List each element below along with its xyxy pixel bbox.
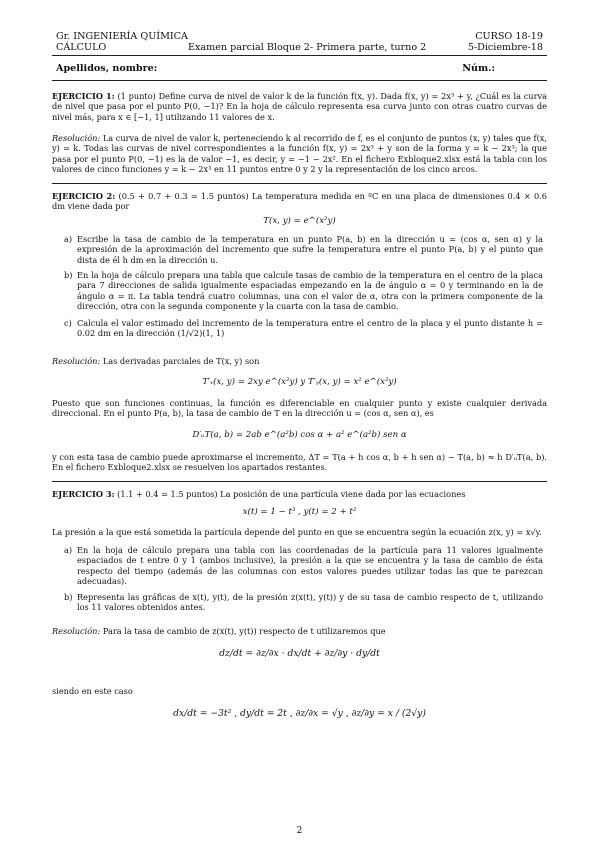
exercise-2-resolution-intro: [52, 356, 547, 366]
item-text: En la hoja de cálculo prepara una tabla con las coordenadas de la partícula para 11 valores igualmente espaciados de t entre 0 y 1 (ambos inclusive), la presión a la que se encuentra y la tasa de cambio de ésta respecto del tiempo (además de las columnas con estos valores puedes utilizar todas las que te parezcan adecuadas).: [77, 545, 543, 587]
exercise-1-statement: [52, 91, 547, 122]
exercise-1-resolution-text: La curva de nivel de valor k, perteneciendo k al recorrido de f, es el conjunto de puntos (x, y) tales que f(x, y) = k. Todas las curvas de nivel correspondientes a la función f(x, y) = 2x³ + y son de la forma y = k − 2x³; la que pasa por el punto P(0, −1) es la de valor −1, es decir, y = −1 − 2x². En el fichero Exbloque2.xlsx está la tabla con los valores de cinco funciones y = k − 2x³ en 11 puntos entre 0 y 2 y la representación de los cinco arcos.: [52, 133, 547, 175]
course-label: CURSO 18-19: [475, 31, 543, 42]
item-marker: b): [64, 592, 73, 602]
exercise-2-item-a: [64, 234, 543, 265]
exercise-2-item-c: [64, 318, 543, 339]
subject-label: CÁLCULO: [56, 42, 107, 53]
item-text: Representa las gráficas de x(t), y(t), de la presión z(x(t), y(t)) y de su tasa de cambio respecto de t, utilizando los 11 valores obtenidos antes.: [77, 592, 543, 613]
item-text: Calcula el valor estimado del incremento de la temperatura entre el centro de la placa y el punto distante h = 0.02 dm en la dirección (1/√2)(1, 1): [77, 318, 543, 339]
exercise-1-title: EJERCICIO 1:: [52, 91, 115, 101]
partial-derivatives-formula: T′ₓ(x, y) = 2xy e^(x²y) y T′ᵧ(x, y) = x² e^(x²y): [202, 377, 397, 387]
directional-derivative-formula: D′ᵤT(a, b) = 2ab e^(a²b) cos α + a² e^(a²b) sen α: [192, 430, 407, 440]
exercise-2-divider: [52, 481, 547, 482]
page-number: 2: [296, 826, 303, 836]
num-label: Núm.:: [462, 63, 495, 74]
position-formula: x(t) = 1 − t³ , y(t) = 2 + t²: [242, 507, 357, 517]
item-text: En la hoja de cálculo prepara una tabla que calcule tasas de cambio de la temperatura en el centro de la placa para 7 direcciones de salida igualmente espaciadas empezando en la de ángulo α = 0 y terminando en la de ángulo α = π. La tabla tendrá cuatro columnas, una con el valor de α, otra con la primera componente de la dirección, otra con la segunda componente y la cuarta con la tasa de cambio.: [77, 270, 543, 312]
resolution-label: Resolución:: [52, 356, 101, 366]
item-marker: c): [64, 318, 72, 328]
exercise-2-item-b: [64, 270, 543, 312]
date-label: 5-Diciembre-18: [467, 42, 543, 53]
exercise-1-text: (1 punto) Define curva de nivel de valor k de la función f(x, y). Dada f(x, y) = 2x³ + y, ¿Cuál es la curva de nivel que pasa por el punto P(0, −1)? En la hoja de cálculo representa esa curva junto con otras cuatro curvas de nivel más, para x ∈ [−1, 1] utilizando 11 valores de x.: [52, 91, 547, 122]
exercise-2-resolution-mid: Puesto que son funciones continuas, la función es diferenciable en cualquier punto y existe cualquier derivada direccional. En el punto P(a, b), la tasa de cambio de T en la dirección u = (cos α, sen α), es: [52, 398, 547, 419]
resolution-label: Resolución:: [52, 133, 101, 143]
exercise-2-text: (0.5 + 0.7 + 0.3 = 1.5 puntos) La temperatura medida en ºC en una placa de dimensiones 0.4 × 0.6 dm viene dada por: [52, 191, 548, 212]
resolution-intro-text: Para la tasa de cambio de z(x(t), y(t)) respecto de t utilizaremos que: [102, 626, 386, 636]
exercise-3-item-b: [64, 592, 543, 613]
exercise-2-title: EJERCICIO 2:: [52, 191, 116, 201]
temperature-formula: T(x, y) = e^(x²y): [263, 216, 336, 226]
name-label: Apellidos, nombre:: [56, 63, 158, 74]
exercise-1-resolution: [52, 133, 547, 175]
exercise-1-divider: [52, 183, 547, 184]
item-text: Escribe la tasa de cambio de la temperatura en un punto P(a, b) en la dirección u = (cos α, sen α) y la expresión de la aproximación del incremento que sufre la temperatura entre el punto P(a, b) y el punto que dista de él h dm en la dirección u.: [77, 234, 543, 265]
exercise-3-case-text: siendo en este caso: [52, 686, 133, 696]
resolution-label: Resolución:: [52, 626, 101, 636]
header-divider: [52, 55, 547, 56]
exercise-2-resolution-end: y con esta tasa de cambio puede aproximarse el incremento, ΔT = T(a + h cos α, b + h sen α) − T(a, b) ≈ h D′ᵤT(a, b). En el fichero Exbloque2.xlsx se resuelven los apartados restantes.: [52, 452, 547, 473]
resolution-intro-text: Las derivadas parciales de T(x, y) son: [102, 356, 260, 366]
pressure-text: La presión a la que está sometida la partícula depende del punto en que se encuentra según la ecuación z(x, y) = x√y.: [52, 527, 542, 537]
derivatives-formula: dx/dt = −3t² , dy/dt = 2t , ∂z/∂x = √y , ∂z/∂y = x / (2√y): [173, 708, 426, 719]
exercise-3-statement: [52, 489, 547, 499]
item-marker: b): [64, 270, 73, 280]
exercise-3-item-a: [64, 545, 543, 587]
exercise-3-text: (1.1 + 0.4 = 1.5 puntos) La posición de una partícula viene dada por las ecuaciones: [117, 489, 466, 499]
exam-label: Examen parcial Bloque 2- Primera parte, turno 2: [188, 42, 427, 53]
exercise-3-resolution-intro: [52, 626, 547, 636]
exercise-2-statement: [52, 191, 547, 212]
exercise-3-title: EJERCICIO 3:: [52, 489, 115, 499]
degree-label: Gr. INGENIERÍA QUÍMICA: [56, 31, 188, 42]
item-marker: a): [64, 234, 73, 244]
item-marker: a): [64, 545, 73, 555]
name-divider: [52, 80, 547, 81]
chain-rule-formula: dz/dt = ∂z/∂x · dx/dt + ∂z/∂y · dy/dt: [219, 648, 380, 659]
